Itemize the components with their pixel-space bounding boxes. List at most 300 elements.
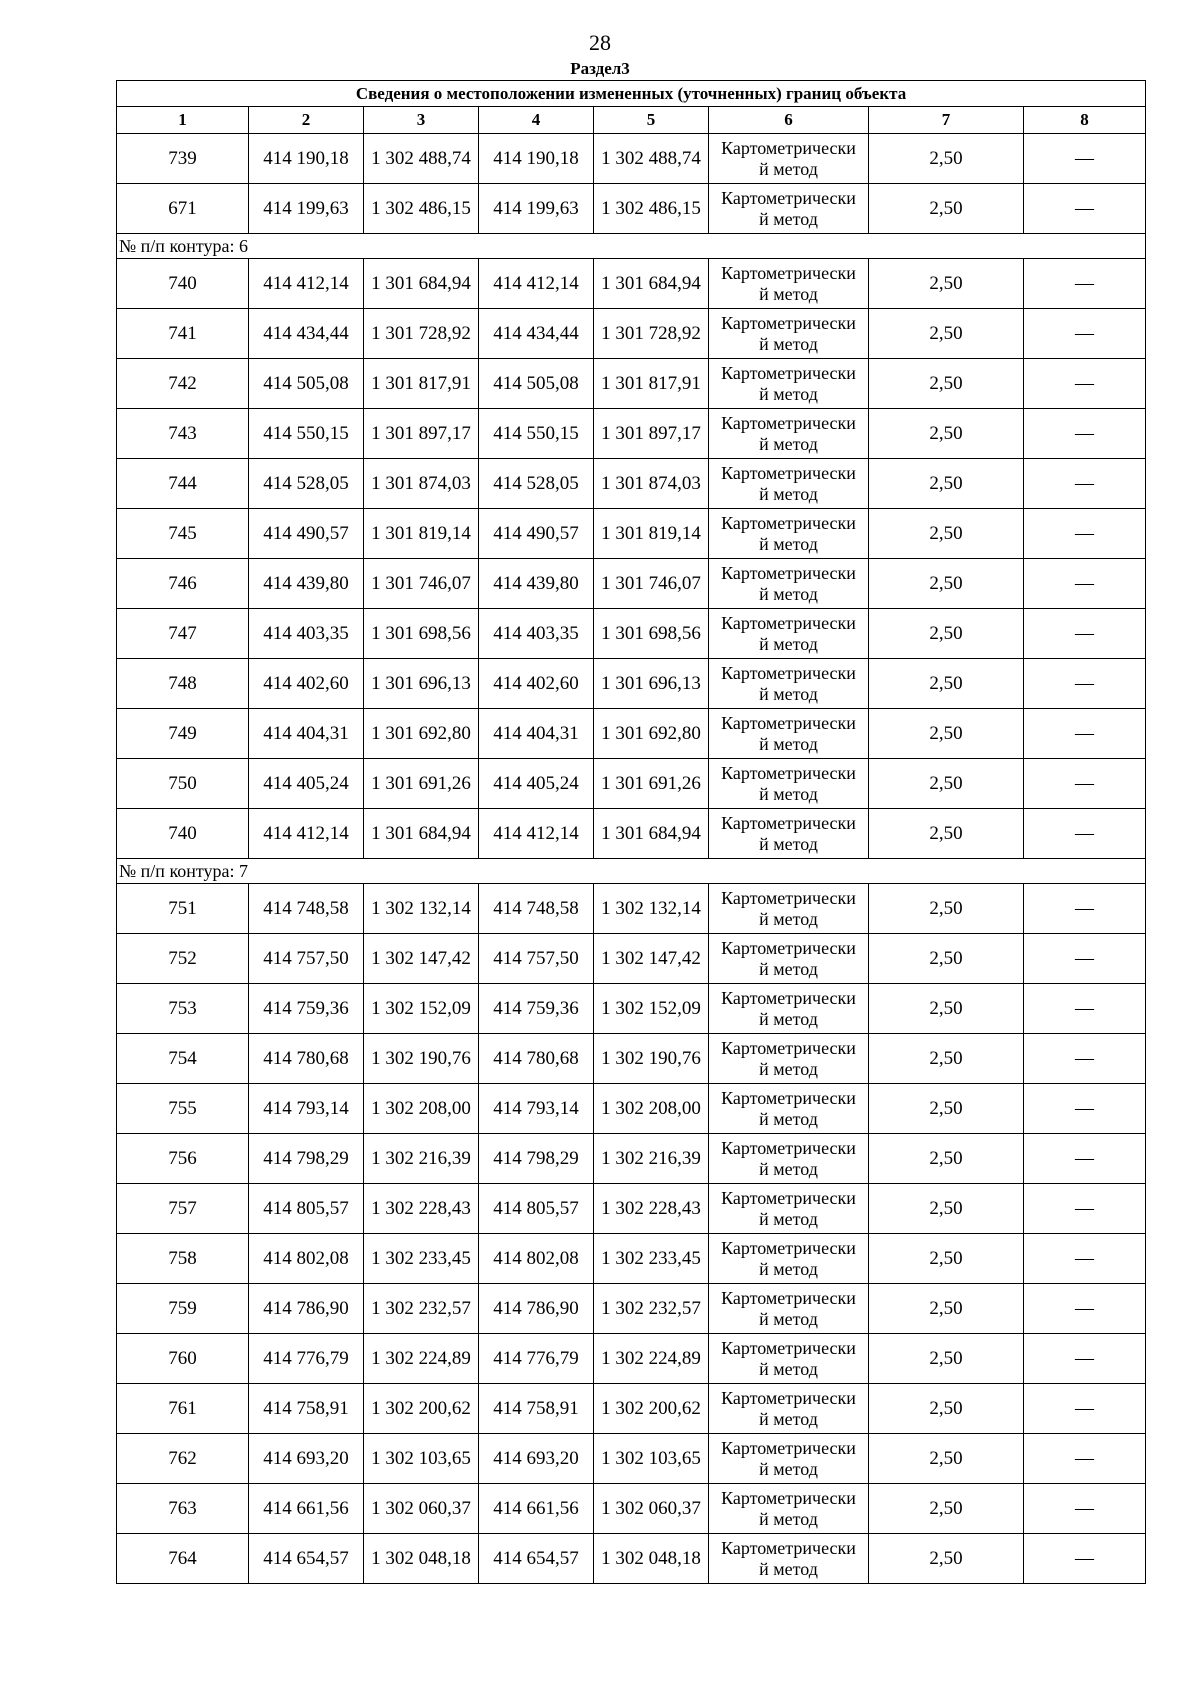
method-cell (709, 884, 869, 934)
method-line-2: й метод (759, 833, 818, 854)
method-cell (709, 1234, 869, 1284)
description-cell: — (1024, 609, 1146, 659)
description-cell: — (1024, 309, 1146, 359)
y-coordinate-old: 1 302 208,00 (364, 1084, 479, 1134)
accuracy-cell: 2,50 (869, 809, 1024, 859)
column-number: 1 (117, 107, 249, 134)
method-cell (709, 184, 869, 234)
description-cell: — (1024, 1184, 1146, 1234)
method-cell (709, 509, 869, 559)
table-row (117, 1184, 1146, 1234)
point-number: 671 (117, 184, 249, 234)
accuracy-cell: 2,50 (869, 934, 1024, 984)
x-coordinate-old: 414 405,24 (249, 759, 364, 809)
method-line-1: Картометрически (721, 187, 856, 208)
method-line-2: й метод (759, 1258, 818, 1279)
y-coordinate-new: 1 301 874,03 (594, 459, 709, 509)
x-coordinate-old: 414 528,05 (249, 459, 364, 509)
table-row (117, 1284, 1146, 1334)
y-coordinate-old: 1 301 819,14 (364, 509, 479, 559)
point-number: 753 (117, 984, 249, 1034)
method-line-2: й метод (759, 333, 818, 354)
description-cell: — (1024, 1434, 1146, 1484)
y-coordinate-old: 1 302 488,74 (364, 134, 479, 184)
method-line-1: Картометрически (721, 762, 856, 783)
contour-header-row (117, 234, 1146, 259)
y-coordinate-old: 1 301 874,03 (364, 459, 479, 509)
accuracy-cell: 2,50 (869, 1234, 1024, 1284)
method-cell (709, 1534, 869, 1584)
x-coordinate-old: 414 776,79 (249, 1334, 364, 1384)
y-coordinate-new: 1 301 691,26 (594, 759, 709, 809)
method-line-2: й метод (759, 1558, 818, 1579)
table-body (117, 134, 1146, 1584)
table-row (117, 884, 1146, 934)
point-number: 762 (117, 1434, 249, 1484)
method-line-2: й метод (759, 633, 818, 654)
x-coordinate-old: 414 757,50 (249, 934, 364, 984)
y-coordinate-new: 1 302 486,15 (594, 184, 709, 234)
table-row (117, 984, 1146, 1034)
method-line-1: Картометрически (721, 1537, 856, 1558)
method-line-2: й метод (759, 1158, 818, 1179)
x-coordinate-old: 414 505,08 (249, 359, 364, 409)
x-coordinate-old: 414 759,36 (249, 984, 364, 1034)
description-cell: — (1024, 509, 1146, 559)
y-coordinate-new: 1 302 224,89 (594, 1334, 709, 1384)
description-cell: — (1024, 134, 1146, 184)
y-coordinate-new: 1 301 746,07 (594, 559, 709, 609)
accuracy-cell: 2,50 (869, 1284, 1024, 1334)
method-line-1: Картометрически (721, 1037, 856, 1058)
y-coordinate-old: 1 301 696,13 (364, 659, 479, 709)
point-number: 752 (117, 934, 249, 984)
accuracy-cell: 2,50 (869, 134, 1024, 184)
table-row (117, 809, 1146, 859)
description-cell: — (1024, 1084, 1146, 1134)
point-number: 756 (117, 1134, 249, 1184)
x-coordinate-new: 414 412,14 (479, 809, 594, 859)
y-coordinate-old: 1 302 152,09 (364, 984, 479, 1034)
method-line-2: й метод (759, 1208, 818, 1229)
y-coordinate-old: 1 301 698,56 (364, 609, 479, 659)
table-caption: Сведения о местоположении измененных (уточненных) границ объекта (117, 81, 1146, 107)
x-coordinate-old: 414 802,08 (249, 1234, 364, 1284)
x-coordinate-old: 414 748,58 (249, 884, 364, 934)
table-row (117, 309, 1146, 359)
method-line-1: Картометрически (721, 612, 856, 633)
y-coordinate-old: 1 301 684,94 (364, 809, 479, 859)
description-cell: — (1024, 1134, 1146, 1184)
accuracy-cell: 2,50 (869, 884, 1024, 934)
point-number: 760 (117, 1334, 249, 1384)
y-coordinate-old: 1 302 224,89 (364, 1334, 479, 1384)
point-number: 746 (117, 559, 249, 609)
accuracy-cell: 2,50 (869, 709, 1024, 759)
method-line-1: Картометрически (721, 312, 856, 333)
x-coordinate-new: 414 759,36 (479, 984, 594, 1034)
accuracy-cell: 2,50 (869, 1084, 1024, 1134)
method-line-1: Картометрически (721, 412, 856, 433)
y-coordinate-old: 1 302 233,45 (364, 1234, 479, 1284)
point-number: 759 (117, 1284, 249, 1334)
point-number: 745 (117, 509, 249, 559)
description-cell: — (1024, 1334, 1146, 1384)
method-line-2: й метод (759, 483, 818, 504)
method-line-1: Картометрически (721, 512, 856, 533)
y-coordinate-new: 1 302 147,42 (594, 934, 709, 984)
method-line-1: Картометрически (721, 662, 856, 683)
method-line-2: й метод (759, 733, 818, 754)
accuracy-cell: 2,50 (869, 509, 1024, 559)
point-number: 755 (117, 1084, 249, 1134)
method-cell (709, 134, 869, 184)
table-row (117, 409, 1146, 459)
contour-header-row (117, 859, 1146, 884)
description-cell: — (1024, 759, 1146, 809)
x-coordinate-old: 414 402,60 (249, 659, 364, 709)
page-number: 28 (589, 30, 611, 55)
contour-label: № п/п контура: 7 (117, 859, 1146, 884)
x-coordinate-new: 414 434,44 (479, 309, 594, 359)
point-number: 757 (117, 1184, 249, 1234)
accuracy-cell: 2,50 (869, 759, 1024, 809)
y-coordinate-old: 1 301 684,94 (364, 259, 479, 309)
description-cell: — (1024, 659, 1146, 709)
description-cell: — (1024, 184, 1146, 234)
method-line-1: Картометрически (721, 1437, 856, 1458)
y-coordinate-old: 1 302 190,76 (364, 1034, 479, 1084)
y-coordinate-new: 1 301 897,17 (594, 409, 709, 459)
method-line-1: Картометрически (721, 712, 856, 733)
y-coordinate-old: 1 302 228,43 (364, 1184, 479, 1234)
method-line-2: й метод (759, 1508, 818, 1529)
point-number: 751 (117, 884, 249, 934)
method-line-1: Картометрически (721, 137, 856, 158)
method-line-1: Картометрически (721, 1287, 856, 1308)
method-line-2: й метод (759, 583, 818, 604)
x-coordinate-new: 414 405,24 (479, 759, 594, 809)
accuracy-cell: 2,50 (869, 1534, 1024, 1584)
point-number: 740 (117, 259, 249, 309)
point-number: 761 (117, 1384, 249, 1434)
method-line-2: й метод (759, 1408, 818, 1429)
y-coordinate-new: 1 302 233,45 (594, 1234, 709, 1284)
accuracy-cell: 2,50 (869, 984, 1024, 1034)
accuracy-cell: 2,50 (869, 184, 1024, 234)
y-coordinate-old: 1 301 817,91 (364, 359, 479, 409)
y-coordinate-old: 1 301 746,07 (364, 559, 479, 609)
accuracy-cell: 2,50 (869, 359, 1024, 409)
column-number: 7 (869, 107, 1024, 134)
description-cell: — (1024, 409, 1146, 459)
accuracy-cell: 2,50 (869, 609, 1024, 659)
x-coordinate-old: 414 654,57 (249, 1534, 364, 1584)
table-row (117, 1234, 1146, 1284)
table-row (117, 759, 1146, 809)
y-coordinate-new: 1 301 698,56 (594, 609, 709, 659)
point-number: 744 (117, 459, 249, 509)
table-row (117, 559, 1146, 609)
method-cell (709, 1484, 869, 1534)
column-number: 8 (1024, 107, 1146, 134)
point-number: 747 (117, 609, 249, 659)
description-cell: — (1024, 709, 1146, 759)
method-line-2: й метод (759, 533, 818, 554)
method-line-2: й метод (759, 1308, 818, 1329)
x-coordinate-new: 414 780,68 (479, 1034, 594, 1084)
method-cell (709, 1384, 869, 1434)
column-number: 4 (479, 107, 594, 134)
x-coordinate-old: 414 412,14 (249, 809, 364, 859)
table-row (117, 659, 1146, 709)
point-number: 754 (117, 1034, 249, 1084)
y-coordinate-new: 1 302 232,57 (594, 1284, 709, 1334)
method-line-1: Картометрически (721, 887, 856, 908)
method-cell (709, 609, 869, 659)
method-cell (709, 409, 869, 459)
x-coordinate-new: 414 190,18 (479, 134, 594, 184)
point-number: 742 (117, 359, 249, 409)
y-coordinate-new: 1 302 190,76 (594, 1034, 709, 1084)
point-number: 749 (117, 709, 249, 759)
description-cell: — (1024, 1484, 1146, 1534)
table-row (117, 1534, 1146, 1584)
method-cell (709, 984, 869, 1034)
method-cell (709, 459, 869, 509)
description-cell: — (1024, 259, 1146, 309)
x-coordinate-new: 414 693,20 (479, 1434, 594, 1484)
method-cell (709, 759, 869, 809)
accuracy-cell: 2,50 (869, 659, 1024, 709)
y-coordinate-old: 1 302 232,57 (364, 1284, 479, 1334)
method-line-2: й метод (759, 908, 818, 929)
method-line-1: Картометрически (721, 1237, 856, 1258)
point-number: 764 (117, 1534, 249, 1584)
x-coordinate-new: 414 757,50 (479, 934, 594, 984)
method-cell (709, 559, 869, 609)
method-line-2: й метод (759, 158, 818, 179)
table-row (117, 184, 1146, 234)
y-coordinate-old: 1 301 691,26 (364, 759, 479, 809)
x-coordinate-old: 414 805,57 (249, 1184, 364, 1234)
method-cell (709, 1434, 869, 1484)
accuracy-cell: 2,50 (869, 1134, 1024, 1184)
accuracy-cell: 2,50 (869, 1034, 1024, 1084)
y-coordinate-old: 1 302 132,14 (364, 884, 479, 934)
table-row (117, 509, 1146, 559)
method-line-1: Картометрически (721, 362, 856, 383)
table-row (117, 709, 1146, 759)
table-row (117, 1334, 1146, 1384)
x-coordinate-old: 414 786,90 (249, 1284, 364, 1334)
accuracy-cell: 2,50 (869, 1334, 1024, 1384)
method-cell (709, 809, 869, 859)
y-coordinate-new: 1 302 060,37 (594, 1484, 709, 1534)
x-coordinate-old: 414 550,15 (249, 409, 364, 459)
description-cell: — (1024, 1234, 1146, 1284)
x-coordinate-old: 414 439,80 (249, 559, 364, 609)
method-line-2: й метод (759, 958, 818, 979)
y-coordinate-old: 1 301 692,80 (364, 709, 479, 759)
table-caption-row (117, 81, 1146, 107)
method-line-2: й метод (759, 683, 818, 704)
table-row (117, 134, 1146, 184)
method-cell (709, 709, 869, 759)
x-coordinate-new: 414 412,14 (479, 259, 594, 309)
y-coordinate-new: 1 301 684,94 (594, 259, 709, 309)
column-number: 5 (594, 107, 709, 134)
x-coordinate-old: 414 661,56 (249, 1484, 364, 1534)
method-line-2: й метод (759, 283, 818, 304)
x-coordinate-old: 414 798,29 (249, 1134, 364, 1184)
method-cell (709, 1034, 869, 1084)
x-coordinate-new: 414 661,56 (479, 1484, 594, 1534)
description-cell: — (1024, 984, 1146, 1034)
accuracy-cell: 2,50 (869, 559, 1024, 609)
accuracy-cell: 2,50 (869, 259, 1024, 309)
method-line-1: Картометрически (721, 1387, 856, 1408)
method-line-2: й метод (759, 1058, 818, 1079)
point-number: 750 (117, 759, 249, 809)
y-coordinate-old: 1 302 048,18 (364, 1534, 479, 1584)
x-coordinate-old: 414 412,14 (249, 259, 364, 309)
description-cell: — (1024, 934, 1146, 984)
column-number: 6 (709, 107, 869, 134)
x-coordinate-new: 414 802,08 (479, 1234, 594, 1284)
method-cell (709, 934, 869, 984)
x-coordinate-new: 414 403,35 (479, 609, 594, 659)
y-coordinate-old: 1 301 728,92 (364, 309, 479, 359)
y-coordinate-new: 1 301 819,14 (594, 509, 709, 559)
x-coordinate-new: 414 798,29 (479, 1134, 594, 1184)
method-line-1: Картометрически (721, 1337, 856, 1358)
y-coordinate-old: 1 301 897,17 (364, 409, 479, 459)
y-coordinate-new: 1 302 488,74 (594, 134, 709, 184)
x-coordinate-old: 414 693,20 (249, 1434, 364, 1484)
table-row (117, 609, 1146, 659)
point-number: 741 (117, 309, 249, 359)
x-coordinate-old: 414 403,35 (249, 609, 364, 659)
description-cell: — (1024, 559, 1146, 609)
method-line-2: й метод (759, 208, 818, 229)
table-row (117, 1434, 1146, 1484)
description-cell: — (1024, 1534, 1146, 1584)
accuracy-cell: 2,50 (869, 459, 1024, 509)
table-row (117, 1134, 1146, 1184)
y-coordinate-old: 1 302 486,15 (364, 184, 479, 234)
description-cell: — (1024, 459, 1146, 509)
y-coordinate-new: 1 301 684,94 (594, 809, 709, 859)
y-coordinate-new: 1 302 200,62 (594, 1384, 709, 1434)
accuracy-cell: 2,50 (869, 309, 1024, 359)
x-coordinate-new: 414 404,31 (479, 709, 594, 759)
method-line-2: й метод (759, 1458, 818, 1479)
x-coordinate-new: 414 786,90 (479, 1284, 594, 1334)
method-line-1: Картометрически (721, 262, 856, 283)
y-coordinate-new: 1 302 216,39 (594, 1134, 709, 1184)
y-coordinate-new: 1 301 817,91 (594, 359, 709, 409)
table-row (117, 934, 1146, 984)
y-coordinate-new: 1 301 696,13 (594, 659, 709, 709)
table-row (117, 1384, 1146, 1434)
y-coordinate-old: 1 302 147,42 (364, 934, 479, 984)
x-coordinate-new: 414 776,79 (479, 1334, 594, 1384)
method-line-2: й метод (759, 1358, 818, 1379)
x-coordinate-new: 414 805,57 (479, 1184, 594, 1234)
description-cell: — (1024, 359, 1146, 409)
x-coordinate-new: 414 550,15 (479, 409, 594, 459)
point-number: 763 (117, 1484, 249, 1534)
accuracy-cell: 2,50 (869, 1184, 1024, 1234)
method-line-2: й метод (759, 1008, 818, 1029)
x-coordinate-old: 414 758,91 (249, 1384, 364, 1434)
description-cell: — (1024, 1034, 1146, 1084)
x-coordinate-old: 414 404,31 (249, 709, 364, 759)
x-coordinate-new: 414 528,05 (479, 459, 594, 509)
point-number: 748 (117, 659, 249, 709)
contour-label: № п/п контура: 6 (117, 234, 1146, 259)
method-line-1: Картометрически (721, 562, 856, 583)
x-coordinate-old: 414 199,63 (249, 184, 364, 234)
x-coordinate-new: 414 490,57 (479, 509, 594, 559)
x-coordinate-new: 414 439,80 (479, 559, 594, 609)
x-coordinate-old: 414 780,68 (249, 1034, 364, 1084)
column-number: 2 (249, 107, 364, 134)
method-line-1: Картометрически (721, 1137, 856, 1158)
method-cell (709, 1134, 869, 1184)
point-number: 740 (117, 809, 249, 859)
y-coordinate-new: 1 301 692,80 (594, 709, 709, 759)
description-cell: — (1024, 1384, 1146, 1434)
method-line-2: й метод (759, 783, 818, 804)
x-coordinate-new: 414 402,60 (479, 659, 594, 709)
accuracy-cell: 2,50 (869, 1434, 1024, 1484)
method-line-1: Картометрически (721, 1087, 856, 1108)
method-line-1: Картометрически (721, 462, 856, 483)
x-coordinate-old: 414 793,14 (249, 1084, 364, 1134)
method-line-1: Картометрически (721, 812, 856, 833)
description-cell: — (1024, 884, 1146, 934)
y-coordinate-new: 1 302 048,18 (594, 1534, 709, 1584)
y-coordinate-new: 1 302 152,09 (594, 984, 709, 1034)
description-cell: — (1024, 809, 1146, 859)
y-coordinate-new: 1 302 208,00 (594, 1084, 709, 1134)
column-number-row (117, 107, 1146, 134)
method-cell (709, 359, 869, 409)
x-coordinate-new: 414 505,08 (479, 359, 594, 409)
section-title: Раздел3 (570, 59, 630, 78)
description-cell: — (1024, 1284, 1146, 1334)
method-line-1: Картометрически (721, 987, 856, 1008)
method-cell (709, 1284, 869, 1334)
x-coordinate-new: 414 793,14 (479, 1084, 594, 1134)
table-row (117, 359, 1146, 409)
x-coordinate-old: 414 190,18 (249, 134, 364, 184)
method-line-1: Картометрически (721, 1487, 856, 1508)
method-cell (709, 1334, 869, 1384)
x-coordinate-old: 414 490,57 (249, 509, 364, 559)
point-number: 743 (117, 409, 249, 459)
y-coordinate-new: 1 302 132,14 (594, 884, 709, 934)
method-cell (709, 259, 869, 309)
method-line-1: Картометрически (721, 937, 856, 958)
y-coordinate-new: 1 302 228,43 (594, 1184, 709, 1234)
method-cell (709, 1084, 869, 1134)
table-row (117, 1484, 1146, 1534)
point-number: 758 (117, 1234, 249, 1284)
table-row (117, 459, 1146, 509)
